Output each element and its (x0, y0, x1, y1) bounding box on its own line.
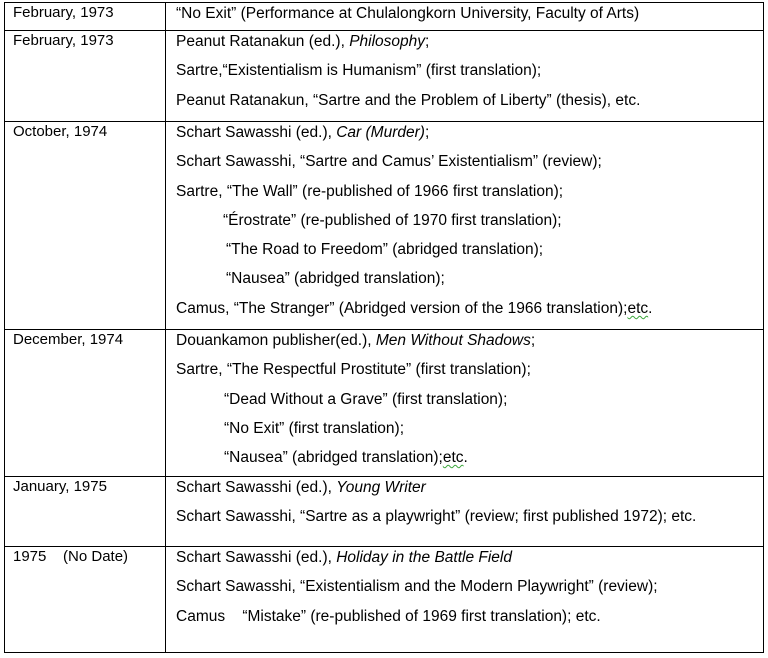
entry-line: Camus “Mistake” (re-published of 1969 first translation); etc. (176, 607, 601, 625)
entry-line (176, 331, 763, 360)
entry-cell (166, 547, 764, 653)
publication-title: Car (Murder) (336, 124, 425, 141)
entry-line (176, 448, 763, 476)
entry-cell (166, 31, 764, 122)
publication-title: Philosophy (349, 33, 426, 50)
entry-line: “Dead Without a Grave” (first translation); (224, 390, 508, 408)
date-cell (5, 547, 166, 653)
publication-title: Men Without Shadows (375, 332, 531, 349)
row-date: October, 1974 (13, 123, 108, 140)
entry-text: . (463, 449, 468, 467)
date-cell (5, 31, 166, 122)
table-row (5, 477, 764, 547)
publication-title: Holiday in the Battle Field (336, 549, 512, 567)
entry-text: ; (530, 332, 536, 349)
table-row (5, 31, 764, 122)
chronology-table (4, 2, 764, 653)
entry-text: Camus, “The Stranger” (Abridged version of the 1966 translation); (176, 299, 628, 317)
entry-text: ; (424, 124, 430, 141)
row-date: 1975 (No Date) (13, 548, 129, 566)
entry-line: Schart Sawasshi, “Sartre as a playwright” (review; first published 1972); etc. (176, 508, 697, 526)
date-cell (5, 122, 166, 330)
entry-line: “The Road to Freedom” (abridged translation); (226, 241, 544, 259)
table-row (5, 3, 764, 31)
entry-line (176, 548, 763, 577)
spellcheck-word: etc (627, 299, 649, 317)
entry-line (176, 478, 763, 507)
entry-text: Douankamon publisher(ed.), (176, 332, 376, 349)
row-date: February, 1973 (13, 4, 114, 21)
row-date: December, 1974 (13, 331, 124, 348)
entry-text: Schart Sawasshi (ed.), (176, 479, 337, 497)
table-row (5, 122, 764, 330)
spellcheck-word: etc (442, 449, 464, 467)
date-cell (5, 330, 166, 477)
entry-line: Schart Sawasshi, “Sartre and Camus’ Existentialism” (review); (176, 153, 602, 171)
table-row (5, 547, 764, 653)
date-cell (5, 477, 166, 547)
entry-line: “No Exit” (first translation); (224, 419, 405, 437)
entry-text: “Nausea” (abridged translation); (224, 449, 443, 467)
date-cell (5, 3, 166, 31)
publication-title: Young Writer (336, 479, 426, 497)
row-date: February, 1973 (13, 32, 114, 49)
entry-line: Sartre,“Existentialism is Humanism” (first translation); (176, 62, 542, 80)
entry-line: Schart Sawasshi, “Existentialism and the Modern Playwright” (review); (176, 578, 658, 596)
entry-cell (166, 477, 764, 547)
entry-line: Sartre, “The Respectful Prostitute” (first translation); (176, 361, 531, 379)
entry-line: Peanut Ratanakun, “Sartre and the Problem of Liberty” (thesis), etc. (176, 91, 641, 109)
entry-text: ; (425, 33, 430, 50)
entry-text: Schart Sawasshi (ed.), (176, 549, 337, 567)
entry-line: “Érostrate” (re-published of 1970 first translation); (223, 211, 562, 229)
entry-line: Sartre, “The Wall” (re-published of 1966 first translation); (176, 182, 564, 200)
table-row (5, 330, 764, 477)
entry-text: Schart Sawasshi (ed.), (176, 124, 337, 141)
entry-cell (166, 3, 764, 31)
entry-cell (166, 122, 764, 330)
row-date: January, 1975 (13, 478, 107, 496)
entry-line (176, 299, 763, 327)
entry-line: “Nausea” (abridged translation); (226, 270, 445, 288)
entry-line: “No Exit” (Performance at Chulalongkorn University, Faculty of Arts) (176, 5, 640, 22)
entry-cell (166, 330, 764, 477)
entry-line (176, 32, 763, 61)
entry-text: . (648, 299, 653, 317)
entry-text: Peanut Ratanakun (ed.), (176, 33, 350, 50)
entry-line (176, 123, 763, 152)
